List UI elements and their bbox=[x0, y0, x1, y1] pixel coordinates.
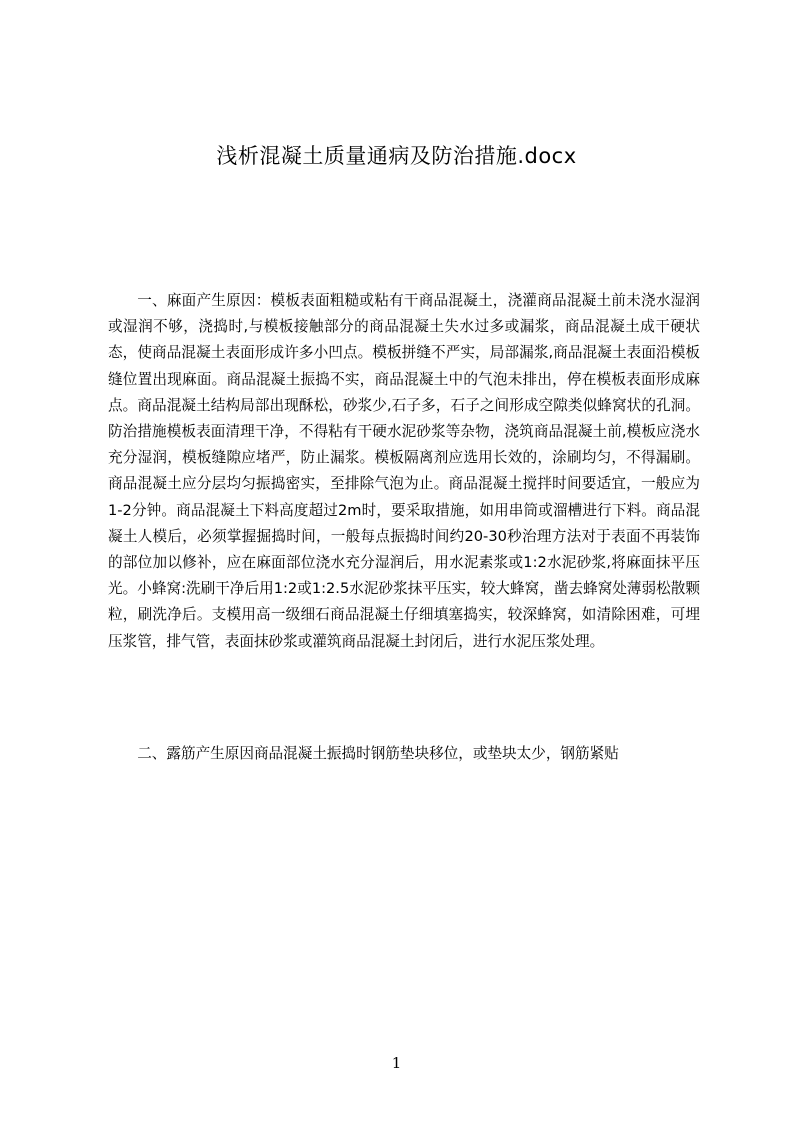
page-number: 1 bbox=[391, 1054, 402, 1072]
document-title: 浅析混凝土质量通病及防治措施.docx bbox=[216, 144, 577, 168]
paragraph-exposed-rebar: 二、露筋产生原因商品混凝土振捣时钢筋垫块移位，或垫块太少，钢筋紧贴 bbox=[137, 745, 619, 762]
paragraph-pitted-surface: 一、麻面产生原因：模板表面粗糙或粘有干商品混凝土，浇灌商品混凝土前未浇水湿润或湿润不够，浇捣时,与模板接触部分的商品混凝土失水过多或漏浆，商品混凝土成干硬状态，使商品混凝土表面形成许多小凹点。模板拼缝不严实，局部漏浆,商品混凝土表面沿模板缝位置出现麻面。商品混凝土振捣不实，商品混凝土中的气泡未排出，停在模板表面形成麻点。商品混凝土结构局部出现酥松，砂浆少,石子多，石子之间形成空隙类似蜂窝状的孔洞。防治措施模板表面清理干净，不得粘有干硬水泥砂浆等杂物，浇筑商品混凝土前,模板应浇水充分湿润，模板缝隙应堵严，防止漏浆。模板隔离剂应选用长效的，涂刷均匀，不得漏刷。商品混凝土应分层均匀振捣密实，至排除气泡为止。商品混凝土搅拌时间要适宜，一般应为1-2分钟。商品混凝土下料高度超过2m时，要采取措施，如用串筒或溜槽进行下料。商品混凝土人模后，必须掌握掘捣时间，一般每点振捣时间约20-30秒治理方法对于表面不再装饰的部位加以修补，应在麻面部位浇水充分湿润后，用水泥素浆或1:2水泥砂浆,将麻面抹平压光。小蜂窝:洗刷干净后用1:2或1:2.5水泥砂浆抹平压实，较大蜂窝，凿去蜂窝处薄弱松散颗粒，刷洗净后。支模用高一级细石商品混凝土仔细填塞捣实，较深蜂窝，如清除困难，可埋压浆管，排气管，表面抹砂浆或灌筑商品混凝土封闭后，进行水泥压浆处理。 bbox=[108, 292, 700, 650]
